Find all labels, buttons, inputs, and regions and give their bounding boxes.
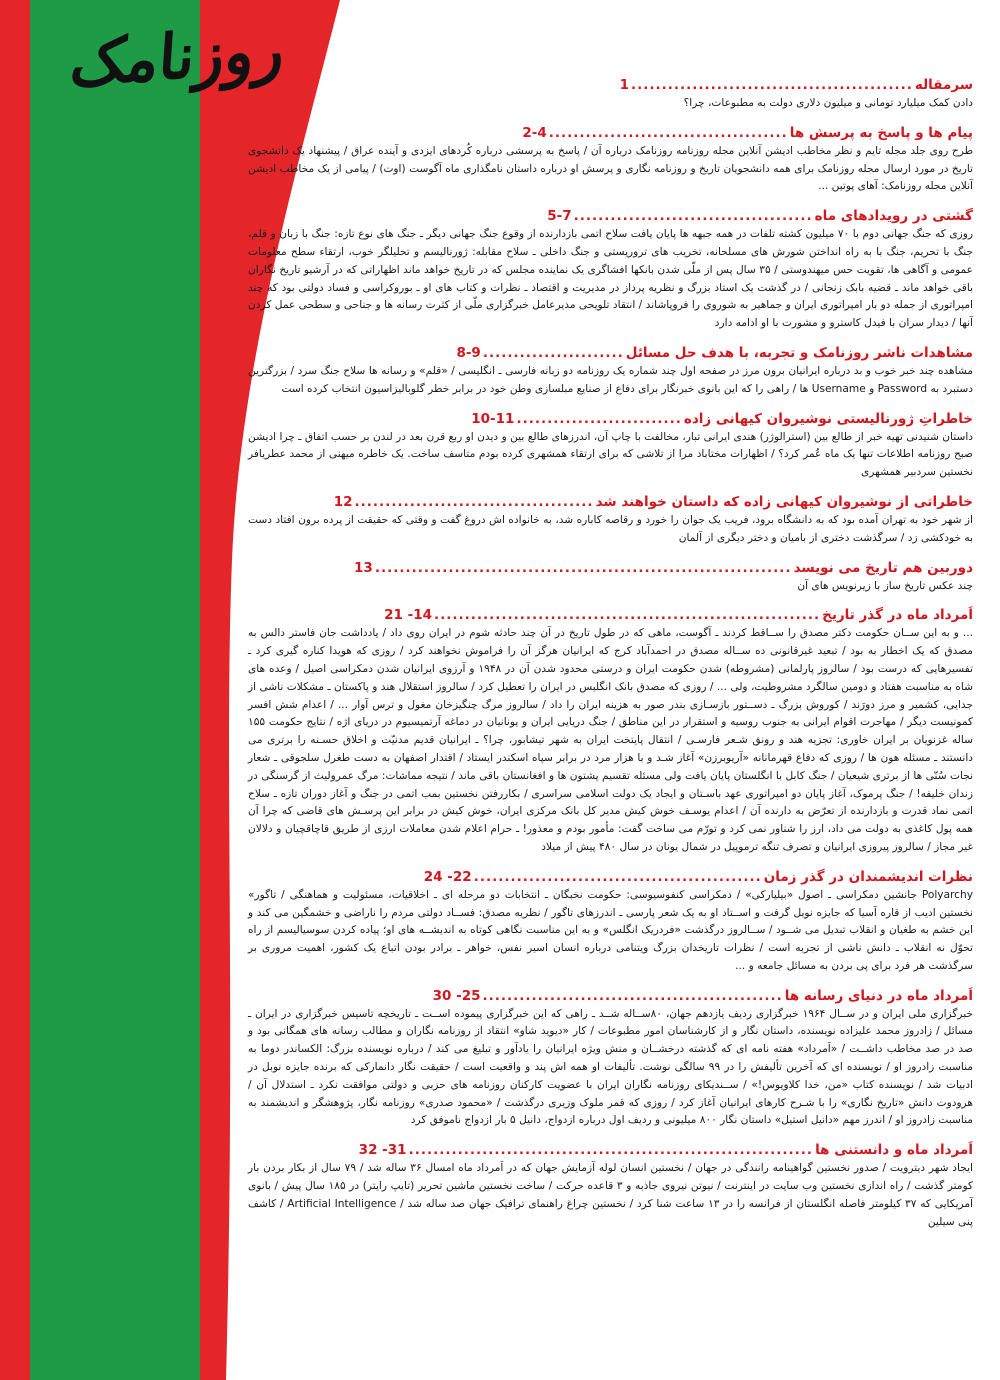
toc-section [248, 492, 973, 548]
section-summary: از شهر خود به تهران آمده بود که به دانشگاه برود، فریب یک جوان را خورد و رقاصه کاباره شد، به خانواده اش دروغ گفت و وقتی که حقیقت از پرده برون افتاد دست به خودکشی زد / سرگذشت دختری از بامیان و دختر دیگری از آلمان [248, 513, 973, 544]
page-number: 22- 24 [423, 868, 472, 885]
section-summary: مشاهده چند خبر خوب و بد درباره ایرانیان برون مرز در صفحه اول چند شماره یک روزنامه دو زبانه فارسی ـ انگلیسی / «قلم» و رسانه ها سلاح جنگ سرد / بزرگترین دستبرد به Password و Username ها / راهی را که این بانوی خبرنگار برای دفاع از صنایع مبلسازی وطن خود در برابر خطر گلوبالیزاسیون انتخاب کرده است [248, 364, 973, 395]
table-of-contents [248, 75, 973, 1241]
page-number: 2-4 [522, 124, 547, 141]
section-title: پیام ها و پاسخ به پرسش ها [789, 124, 973, 141]
page-number: 13 [354, 559, 373, 576]
toc-section [248, 206, 973, 333]
leader-dots: ........................... [516, 410, 682, 427]
page-number: 31- 32 [358, 1142, 407, 1159]
toc-section-heading[interactable] [248, 558, 973, 578]
toc-section-heading[interactable] [248, 206, 973, 226]
leader-dots: ....................................... [354, 493, 594, 510]
section-title: سرمقاله [914, 77, 973, 93]
toc-section-heading[interactable] [248, 986, 973, 1006]
section-title: اَمرداد ماه در گذر تاریخ [822, 607, 973, 624]
toc-section-heading[interactable] [248, 605, 973, 625]
toc-section-heading[interactable] [248, 1140, 973, 1160]
toc-section [248, 986, 973, 1131]
page-number: 10-11 [471, 410, 515, 427]
masthead-logo: روزنامک [67, 12, 287, 101]
section-summary: داستان شنیدنی تهیه خبر از طالع بین (استرالوژر) هندی ایرانی تبار، مخالفت با چاپ آن، اندرزهای طالع بین و دیدن او ربع قرن بعد در لندن بر حسب اتفاق ـ چرا ادیشن صبح روزنامه اطلاعات تنها یک ماه عُمر کرد؟ / اظهارات مختاباد مرا از تلاشی که برای ارتقاء همشهری کرده بودم متاسف ساخت. یک خاطره میهنی از محمد عطریافر نخستین سردبیر همشهری [248, 430, 973, 479]
toc-section [248, 343, 973, 399]
leader-dots: ....................... [482, 344, 624, 361]
toc-section [248, 1140, 973, 1231]
section-summary: طرح روی جلد مجله تایم و نظر مخاطب ادیشن آنلاین مجله روزنامه روزنامک درباره آن / پاسخ به پرسشی درباره کُردهای ایزدی و آینده عراق / پیشنهاد یک دانشجوی تاریخ در مورد ارسال مجله روزنامک برای همه دانشجویان تاریخ و روزنامه نگاری و پرسش او درباره داستان نامگذاری ماه آگوست (اوت) / پیامی از یک مخاطب ادیشن آنلاین مجله روزنامک: آهای پوتین ... [248, 144, 973, 193]
leader-dots: .............................................. [631, 77, 913, 93]
page-number: 25- 30 [432, 987, 481, 1004]
section-summary: ... و به این ســان حکومت دکتر مصدق را ســاقط کردند ـ آگوست، ماهی که در طول تاریخ در آن چند حادثه شوم در ایران روی داد / یادداشت جان فاستر دالس به مصدق که یک اخطار به بود / تبعید غیرقانونی ده ســاله مصدق در احمدآباد کرج که ایرانیان هرگز آن را فراموش نخواهند کرد / روزی که هویدا کناره گیری کرد ـ تفسیرهایی که درست بود / سالروز پارلمانی (مشروطه) شدن حکومت ایران و درستی محدود شدن آن در ۱۹۴۸ و آرزوی ایرانیان شدن دمکراسی اصیل / وعده های شاه به مناسبت هفتاد و دومین سالگرد مشروطیت، ولی ... / روزی که مصدق بانک انگلیس در ایران را تعطیل کرد / سالروز استقلال هند و پاکستان ـ مشکلات ناشی از جدایی، کشمیر و مرز دورَند / کوروش بزرگ ـ دســتور بازسـازی بندر صور به هزینه ایران را داد / سالروز مرگ چنگیزخان مغول و ترس آوار ... / اعدام شش افسر کمونیست دیگر / مهاجرت اقوام ایرانی به جنوب روسیه و استقرار در این مناطق / جنگ دریایی ایران و یونانیان در دماغه آرتمیسیوم در دریای اژه / نتایج حکومت ۱۵۵ ساله غزنویان بر ایران خاوری: تجزیه هند و رونق شـعر فارسـی / انتقال پایتخت ایران به شهر تیشابور، چرا؟ ـ ایرانیان قدیم مدنیّت و اخلاق حسـنه را برتری می دانستند ـ مسئله هون ها / روزی که دفاع قهرمانانه «آریوبرزن» آغاز شـد و با هزار مرد در برابر سپاه اسکندر ایستاد / اقتدار اصفهان به دست طغرل سلجوقی ـ شعار نجات سُنّی ها از برتری شیعیان / جنگ کابل با انگلستان پایان یافت ولی مسئله تقسیم پشتون ها و افغانستان باقی ماند / نتیجه مماشات: مرگ عمرولیث از گرسنگی در زندان خلیفه! / جنگ پرموک، آغاز پایان دو امپراتوری عهد باسـتان و ایجاد یک دولت اسلامی سراسری / بکاررفتن نخستین بمب اتمی در جنگ و آغاز دوران تازه ـ سلاح اتمی نماد قدرت و بازدارنده از تعرّض به دارنده آن / اعدام یوسـف خوش کیش مدیر کل بانک مرکزی ایران، خوش کیش در برابر این پرسـش های قاضی که چرا آن همه پول کاغذی به دولت می داد، ارز را شناور نمی کرد و تورّم می ساخت گفت: مأمور بودم و معذور! ـ حرام اعلام شدن معاملات ارزی از طریق قاچاقچیان و دلالان غیر مجاز / سالروز پیروزی ایرانیان و تصرف تنگه ترموپیل در شمال یونان در سال ۴۸۰ پیش از میلاد [248, 627, 973, 853]
toc-section [248, 558, 973, 596]
toc-section-heading[interactable] [248, 492, 973, 512]
toc-section-heading[interactable] [248, 867, 973, 887]
section-summary: خبرگزاری ملی ایران و در ســال ۱۹۶۴ خبرگزاری ردیف یازدهم جهان، ۸۰ســاله شــد ـ راهی که این خبرگزاری پیموده اســت ـ تاریخچه تاسیس خبرگزاری در ایران ـ مسائل / زادروز محمد علیزاده نویسنده، داستان نگار و از کارشناسان امور مطبوعات / کار «دیوید شاو» انتقاد از روزنامه نگاران و مطالب رسانه های همگانی بود و صد در صد مخاطب داشــت / «اَمرداد» هفته نامه ای که گذشته درخشــان و منش ویژه ایرانیان را یادآور و تبلیغ می کند / درباره نویسنده بزرگ: الکساندر دوما به مناسبت زادروز او / نویسنده ای که آخرین تألیفش را در ۹۹ سالگی نوشت. تألیفات او همه اش پند و واقعیت است / حقیقت نگار دانمارکی که برنده جایزه نوبل در ادبیات شد / نویسنده کتاب «من، خدا کلاویوس!» / ســندیکای روزنامه نگاران ایران با عضویت کارکنان روزنامه های حزبی و دولتی موافقت نکرد ـ استدلال آن / هرودوت دانش «تاریخ نگاری» را با شـرح کارهای ایرانیان آغاز کرد / روزی که قمر ملوک وزیری درگذشت / «محمود صدری» روزنامه نگار، پژوهشگر و اندیشمند به مناسبت زادروز او / اندرز مهم «دانیل استیل» داستان نگار ۸۰۰ میلیونی و ردیف اول درباره ازدواج، دانیل ۵ بار ازدواج ناموفق کرد [248, 1007, 974, 1127]
toc-section [248, 605, 973, 856]
leader-dots: ....................................... [548, 124, 788, 141]
leader-dots: ....................................... [573, 208, 813, 225]
toc-section-heading[interactable] [248, 123, 973, 143]
section-title: خاطراتِ ژورنالیستی نوشیروان کیهانی زاده [683, 410, 973, 427]
leader-dots: .................................................................... [374, 559, 792, 576]
section-title: خاطراتی از نوشیروان کیهانی زاده که داستان خواهند شد [595, 493, 973, 510]
section-summary: Polyarchy جانشین دمکراسی ـ اصول «بیلیارکی» / دمکراسی کنفوسیوسی: حکومت نخبگان ـ انتخابات دو مرحله ای ـ اخلاقیات، مسئولیت و هماهنگی / تاگور» نخستین ادیب از قاره آسیا که جایزه نوبل گرفت و اســتاد او به یک شعر پارسی ـ اندرزهای تاگور / نظریه مصدق: فســاد دولتی مردم را ناراضی و خشمگین می کند و این خشم به طغیان و انقلاب تبدیل می شــود / ســالروز درگذشت «فردریک انگلس» و به این مناسبت نگاهی کوتاه به اندیشــه های او؛ پیاده کردن سوسیالیسم از راه تحوّل نه انقلاب ـ دانش ناشی از تجربه است / نظرات تاریخدان بزرگ ویتنامی درباره انسان اسیر نفس، خواهر ـ برادر بودن اتباع یک کشور، اهمیت مروری بر سرگذشت هر فرد برای پی بردن به مسائل جامعه و ... [248, 888, 973, 972]
toc-section-heading[interactable] [248, 75, 973, 95]
section-summary: چند عکس تاریخ ساز با زیرنویس های آن [797, 579, 973, 592]
leader-dots: ................................................. [482, 987, 783, 1004]
leader-dots: .................................................................. [408, 1142, 814, 1159]
section-title: دوربین هم تاریخ می نویسد [793, 559, 973, 576]
page-number: 8-9 [456, 344, 481, 361]
page-number: 5-7 [547, 208, 572, 225]
page-number: 1 [619, 77, 629, 93]
section-title: اَمرداد ماه و دانستنی ها [815, 1142, 973, 1159]
leader-dots: ............................................................... [434, 607, 821, 624]
section-title: مشاهدات ناشر روزنامک و تجربه، با هدف حل مسائل [625, 344, 973, 361]
toc-section [248, 409, 973, 482]
section-title: اَمرداد ماه در دنیای رسانه ها [784, 987, 973, 1004]
toc-section [248, 75, 973, 113]
section-summary: دادن کمک میلیارد تومانی و میلیون دلاری دولت به مطبوعات، چرا؟ [683, 97, 973, 109]
toc-section-heading[interactable] [248, 409, 973, 429]
section-summary: ایجاد شهر دیترویت / صدور نخستین گواهینامه رانندگی در جهان / نخستین انسان لوله آزمایش جهان که در اَمرداد ماه امسال ۳۶ ساله شد / ۷۹ سال از بکار بردن بار کومتر گذشت / راه اندازی نخستین وب سایت در اینترنت / نیوتن نیروی جاذبه و ۳ قاعده حرکت / ساخت نخستین ماشین تحریر (تایپ رایتر) در ۱۸۵ سال پیش / بانوی آمریکایی که ۳۷ کیلومتر فاصله انگلستان از فرانسه را در ۱۳ ساعت شنا کرد / نخستین چراغ راهنمای ترافیک جهان صد ساله شد / Artificial Intelligence / کاشف پنی سیلین [248, 1162, 974, 1228]
page-number: 12 [333, 493, 353, 510]
toc-section-heading[interactable] [248, 343, 973, 363]
page-number: 14- 21 [384, 607, 432, 624]
toc-section [248, 123, 973, 196]
toc-section [248, 867, 973, 976]
section-title: گشتی در رویدادهای ماه [814, 208, 973, 225]
section-summary: روزی که جنگ جهانی دوم با ۷۰ میلیون کشته تلفات در همه جبهه ها پایان یافت سلاح اتمی بازدارنده از وقوع جنگ جهانی دیگر ـ جنگ های نوع تازه: جنگ با زبان و قلم، جنگ با تحریم، جنگ با به راه انداختن شورش های مسلحانه، تخریب های تروریستی و جنگ داخلی ـ سلاح مقابله: ژورنالیسم و تحلیلگر خوب، ارتقاء سطح معلومات عمومی و آگاهی ها، تقویت حس میهندوستی / ۳۵ سال پس از ملّی شدن بانکها افشاگری یک نماینده مجلس که در تاریخ خواهد ماند اظهاراتی که در آرشیو تاریخ نگاران باقی خواهد ماند ـ قضیه بابک زنجانی / در گذشت یک استاد بزرگ و نظریه پرداز در مدیریت و اقتصاد ـ نظرات و کتاب های او ـ بوروکراسی و فساد دولتی بود که چند امپراتوری از جمله دو بار امپراتوری ایران و جماهیر به شوروی را فروپاشاند / انتقاد تلویحی مدیرعامل خبرگزاری ملّی از کثرت رسانه ها و جناحی و سطحی عمل کردن آنها / دیدار سران با فیدل کاسترو و مشورت با او ادامه دارد [248, 228, 974, 330]
section-title: نظرات اندیشمندان در گذر زمان [763, 868, 973, 885]
leader-dots: ............................................... [473, 868, 762, 885]
